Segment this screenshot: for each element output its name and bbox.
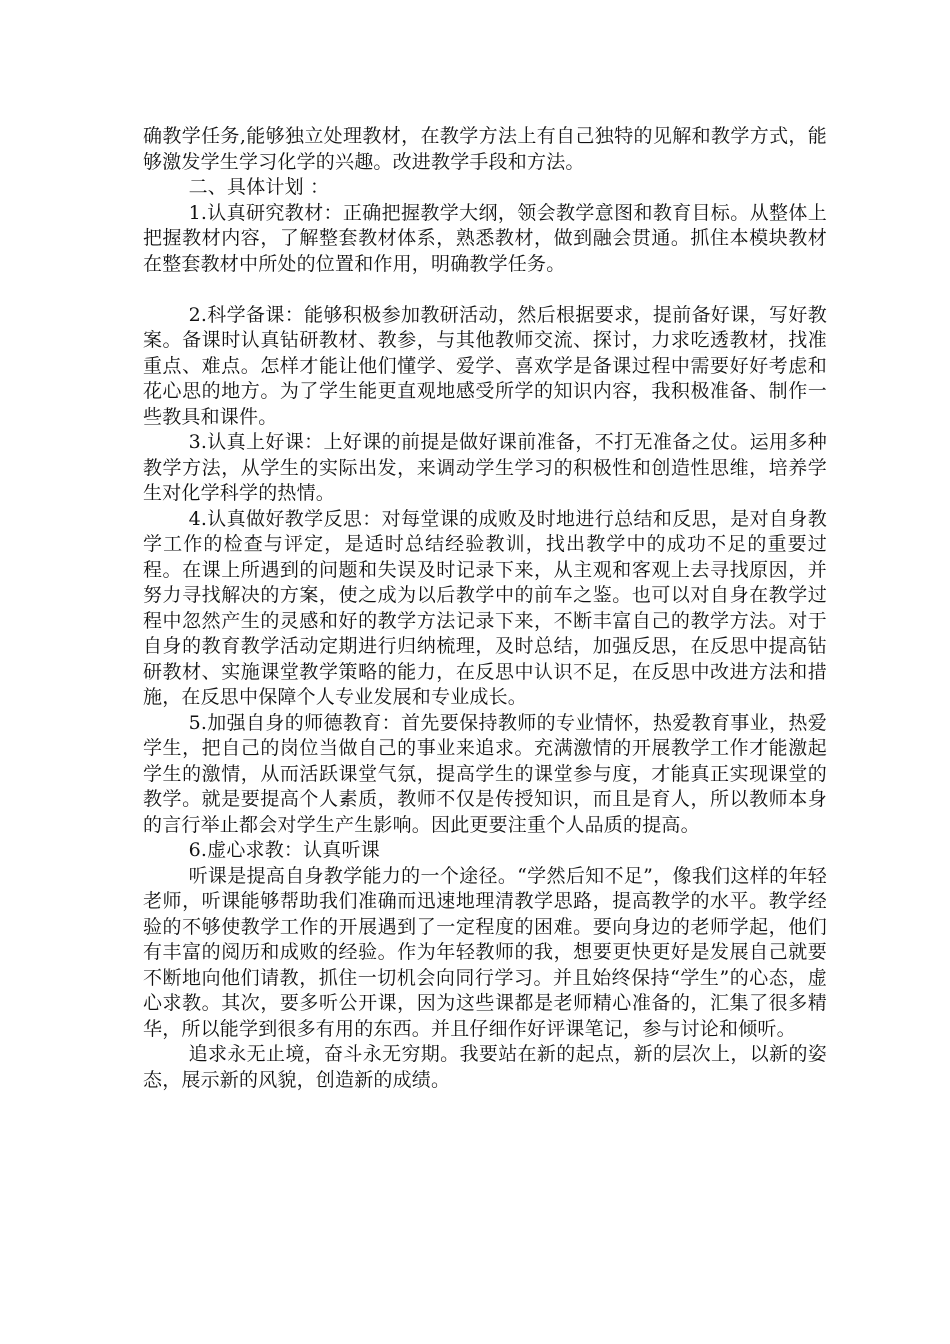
paragraph-closing: 追求永无止境，奋斗永无穷期。我要站在新的起点，新的层次上，以新的姿态，展示新的风貌，创造新的成绩。 [143,1043,827,1091]
paragraph-teacher-ethics: 5.加强自身的师德教育：首先要保持教师的专业情怀，热爱教育事业，热爱学生，把自己的岗位当做自己的事业来追求。充满激情的开展教学工作才能激起学生的激情，从而活跃课堂气氛，提高学生的课堂参与度，才能真正实现课堂的教学。就是要提高个人素质，教师不仅是传授知识，而且是育人，所以教师本身的言行举止都会对学生产生影响。因此更要注重个人品质的提高。 [143,711,827,836]
paragraph-study-materials: 1.认真研究教材：正确把握教学大纲，领会教学意图和教育目标。从整体上把握教材内容，了解整套教材体系，熟悉教材，做到融会贯通。抓住本模块教材在整套教材中所处的位置和作用，明确教学任务。 [143,201,827,275]
paragraph-lesson-preparation: 2.科学备课：能够积极参加教研活动，然后根据要求，提前备好课，写好教案。备课时认真钻研教材、教参，与其他教师交流、探讨，力求吃透教材，找准重点、难点。怎样才能让他们懂学、爱学、喜欢学是备课过程中需要好好考虑和花心思的地方。为了学生能更直观地感受所学的知识内容，我积极准备、制作一些教具和课件。 [143,303,827,428]
paragraph-attend-lessons: 听课是提高自身教学能力的一个途径。“学然后知不足”，像我们这样的年轻老师，听课能够帮助我们准确而迅速地理清教学思路，提高教学的水平。教学经验的不够使教学工作的开展遇到了一定程度的困难。要向身边的老师学起，他们有丰富的阅历和成败的经验。作为年轻教师的我，想要更快更好是发展自己就要不断地向他们请教，抓住一切机会向同行学习。并且始终保持“学生”的心态，虚心求教。其次，要多听公开课，因为这些课都是老师精心准备的，汇集了很多精华，所以能学到很多有用的东西。并且仔细作好评课笔记，参与讨论和倾听。 [143,864,827,1040]
paragraph-intro-continuation: 确教学任务,能够独立处理教材，在教学方法上有自己独特的见解和教学方式，能够激发学生学习化学的兴趣。改进教学手段和方法。 [143,125,827,173]
paragraph-spacer [143,277,827,303]
section-heading-plan: 二、具体计划 ： [188,176,330,198]
paragraph-teach-well: 3.认真上好课：上好课的前提是做好课前准备，不打无准备之仗。运用多种教学方法，从学生的实际出发，来调动学生学习的积极性和创造性思维，培养学生对化学科学的热情。 [143,431,827,504]
document-body [143,124,827,1093]
paragraph-teaching-reflection: 4.认真做好教学反思：对每堂课的成败及时地进行总结和反思，是对自身教学工作的检查与评定，是适时总结经验教训，找出教学中的成功不足的重要过程。在课上所遇到的问题和失误及时记录下来，从主观和客观上去寻找原因，并努力寻找解决的方案，使之成为以后教学中的前车之鉴。也可以对自身在教学过程中忽然产生的灵感和好的教学方法记录下来，不断丰富自己的教学方法。对于自身的教育教学活动定期进行归纳梳理，及时总结，加强反思，在反思中提高钻研教材、实施课堂教学策略的能力，在反思中认识不足，在反思中改进方法和措施，在反思中保障个人专业发展和专业成长。 [143,507,827,708]
paragraph-humble-learning-heading: 6.虚心求教：认真听课 [188,839,380,861]
